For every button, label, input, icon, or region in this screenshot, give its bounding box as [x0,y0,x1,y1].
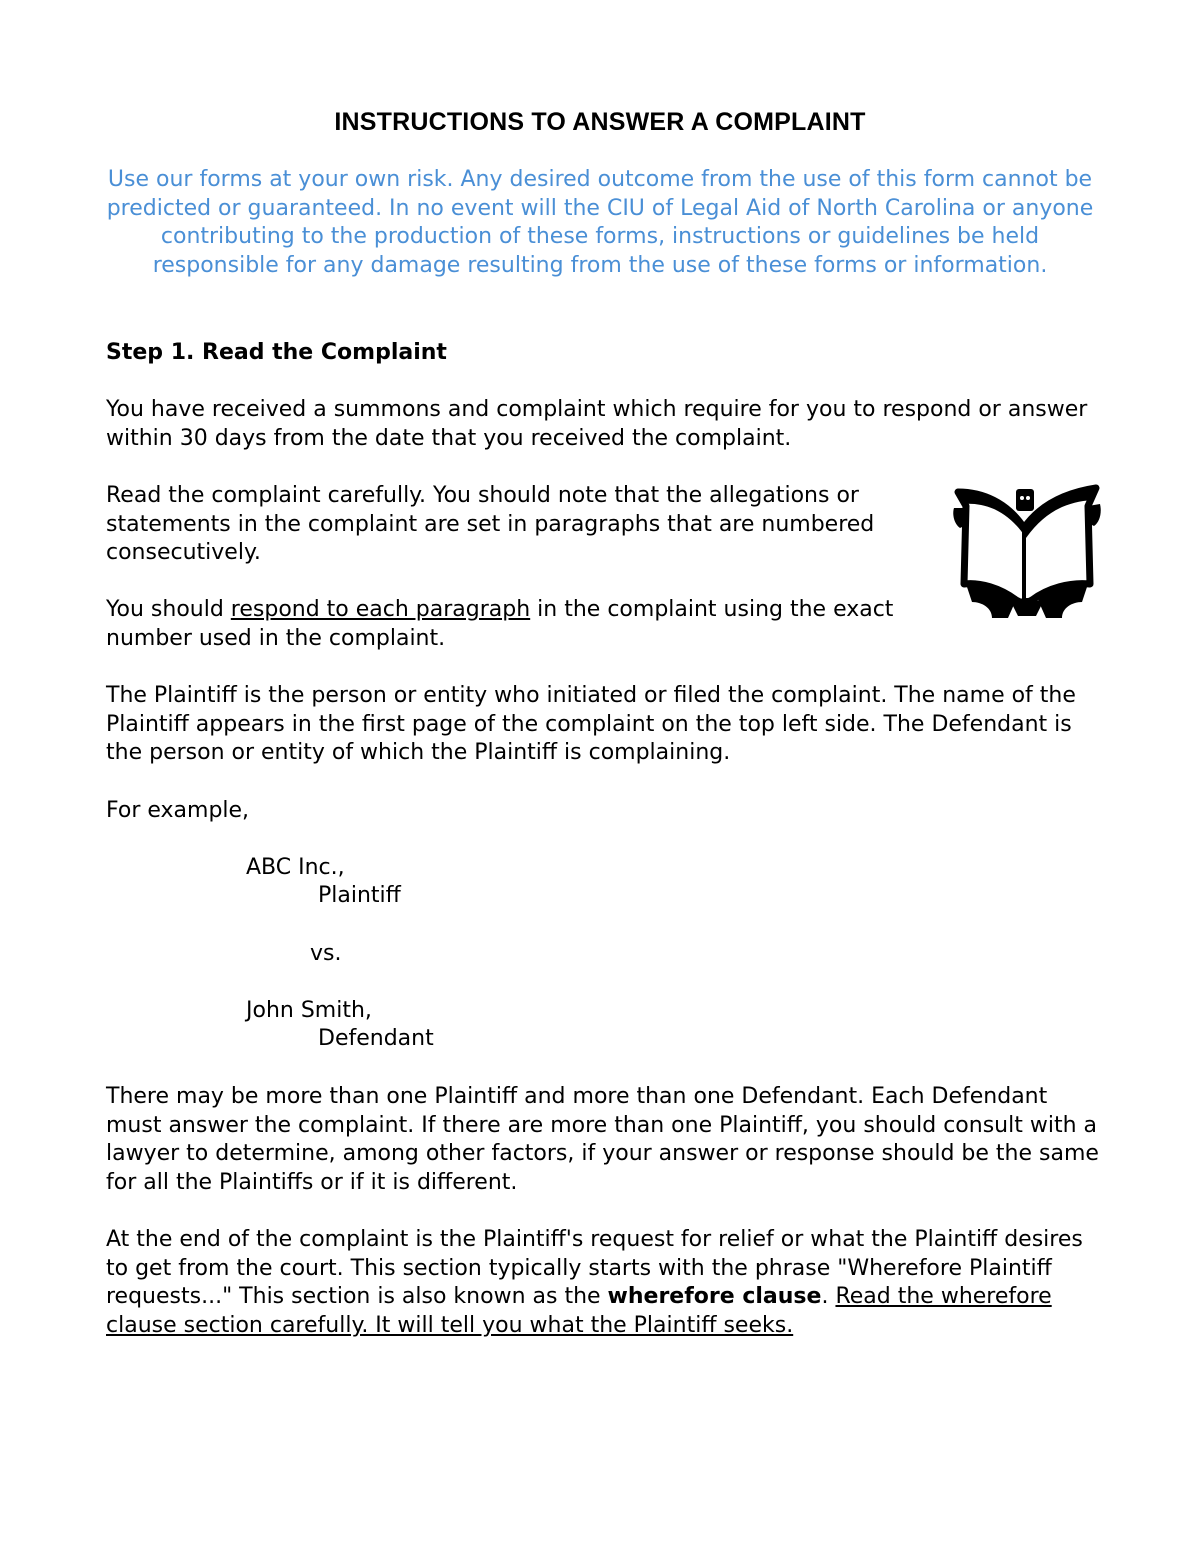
wherefore-separator: . [821,1284,836,1310]
paragraph-wherefore-clause [106,1226,1106,1340]
disclaimer-text: Use our forms at your own risk. Any desired outcome from the use of this form cannot be predicted or guaranteed. In no event will the CIU of Legal Aid of North Carolina or anyone contributing to the production of these forms, instructions or guidelines be held responsible for any damage resulting from the use of these forms or information. [106,167,1094,278]
example-plaintiff-name: ABC Inc., [246,855,345,880]
paragraph-summons: You have received a summons and complaint which require for you to respond or answer within 30 days from the date that you received the complaint. [106,397,1088,451]
paragraph-plaintiff-definition: The Plaintiff is the person or entity who initiated or filed the complaint. The name of the Plaintiff appears in the first page of the complaint on the top left side. The Defendant is the person or entity of which the Plaintiff is complaining. [106,683,1076,766]
example-plaintiff-label: Plaintiff [318,883,401,908]
paragraph-respond [106,596,926,653]
paragraph-read-carefully: Read the complaint carefully. You should note that the allegations or statements in the complaint are set in paragraphs that are numbered consecutively. [106,483,875,566]
wherefore-intro: At the end of the complaint is the Plaintiff's request for relief or what the Plaintiff desires to get from the court. This section typically starts with the phrase "Wherefore Plaintiff requests..." This section is also known as the [106,1227,1083,1310]
paragraph-respond-after: in the complaint using the exact number used in the complaint. [106,597,894,651]
paragraph-for-example: For example, [106,798,250,823]
open-book-reader-icon [952,484,1102,622]
document-title: INSTRUCTIONS TO ANSWER A COMPLAINT [334,108,866,136]
step-1-heading: Step 1. Read the Complaint [106,340,447,365]
respond-each-paragraph-emphasis: respond to each paragraph [230,597,531,622]
example-defendant-label: Defendant [318,1026,434,1051]
example-defendant-name: John Smith, [246,998,372,1023]
wherefore-instruction: Read the wherefore clause section carefully. It will tell you what the Plaintiff seeks. [106,1284,1052,1338]
paragraph-respond-before: You should [106,597,231,622]
wherefore-clause-term: wherefore clause [607,1284,822,1310]
paragraph-multiple-parties: There may be more than one Plaintiff and more than one Defendant. Each Defendant must answer the complaint. If there are more than one Plaintiff, you should consult with a lawyer to determine, among other factors, if your answer or response should be the same for all the Plaintiffs or if it is different. [106,1084,1099,1195]
example-versus: vs. [310,941,342,966]
